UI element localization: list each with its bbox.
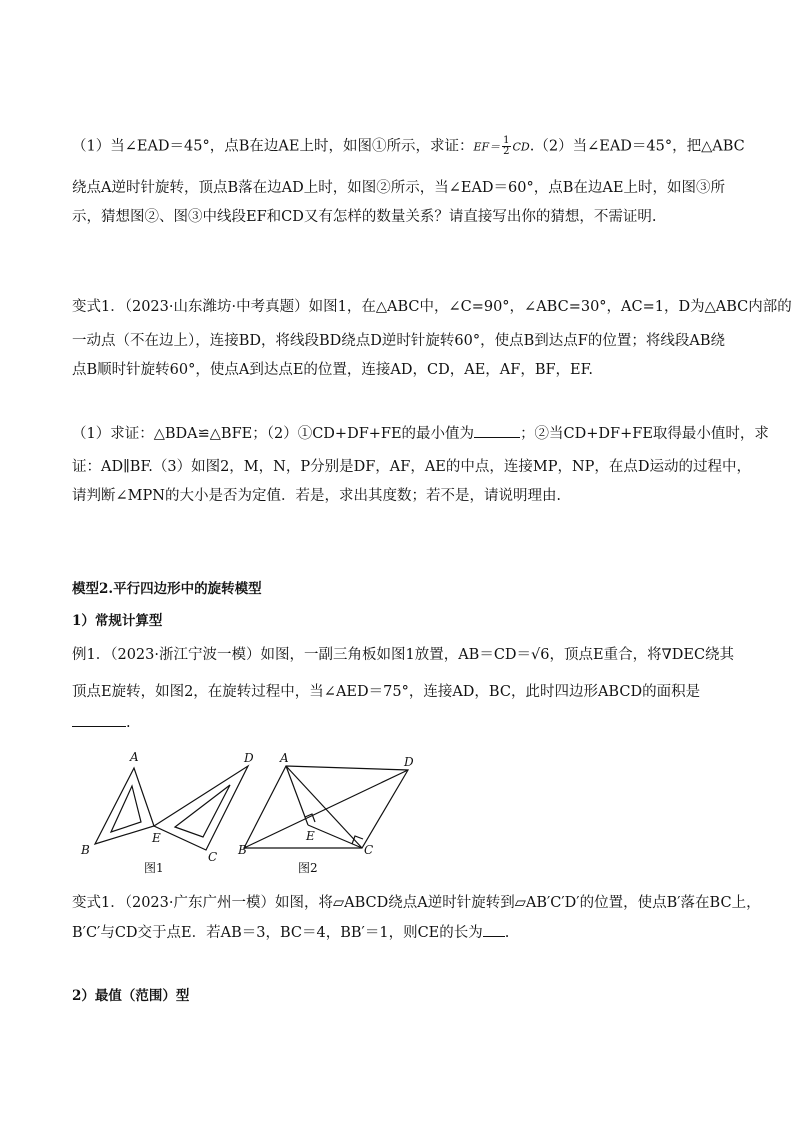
variant1-question-line-2: 证：AD∥BF.（3）如图2，M，N，P分别是DF，AF，AE的中点，连接MP，NP，在点D运动的过程中， bbox=[72, 459, 752, 475]
example1-line-3: . bbox=[72, 712, 732, 733]
answer-blank bbox=[474, 423, 520, 438]
subsection-title: 1）常规计算型 bbox=[72, 613, 163, 629]
subsection-title-2: 2）最值（范围）型 bbox=[72, 988, 190, 1004]
question-text: （1）求证：△BDA≌△BFE；（2）①CD+DF+FE的最小值为 bbox=[72, 426, 475, 442]
ef-label: EF＝ bbox=[473, 140, 501, 154]
variant1-line-3: 点B顺时针旋转60°，使点A到达点E的位置，连接AD，CD，AE，AF，BF，EF. bbox=[72, 362, 594, 378]
fig1-left-triangle bbox=[95, 768, 154, 844]
fig2-caption: 图2 bbox=[298, 861, 318, 875]
answer-blank bbox=[72, 712, 126, 727]
triangle-figures bbox=[72, 748, 452, 878]
fig2-segment-AC bbox=[286, 766, 362, 848]
fig2-label-A: A bbox=[280, 751, 289, 765]
fig1-caption: 图1 bbox=[144, 861, 164, 875]
problem-line-1 bbox=[72, 135, 745, 158]
fig1-right-triangle-hole bbox=[175, 785, 230, 837]
fig2-label-E: E bbox=[306, 829, 315, 843]
variant1-line-1: 变式1．（2023·山东潍坊·中考真题）如图1，在△ABC中，∠C=90°，∠ABC=30°，AC=1，D为△ABC内部的 bbox=[72, 299, 792, 315]
fig1-label-B: B bbox=[81, 843, 90, 857]
example1-line-2: 顶点E旋转，如图2，在旋转过程中，当∠AED＝75°，连接AD，BC，此时四边形ABCD的面积是 bbox=[72, 684, 701, 700]
question-text-cont: ；②当CD+DF+FE取得最小值时，求 bbox=[520, 426, 769, 442]
fig2-label-D: D bbox=[404, 755, 414, 769]
problem-text: （1）当∠EAD＝45°，点B在边AE上时，如图①所示，求证： bbox=[72, 138, 474, 155]
fig2-label-C: C bbox=[364, 843, 374, 857]
variant1-question-line-3: 请判断∠MPN的大小是否为定值．若是，求出其度数；若不是，请说明理由. bbox=[72, 488, 562, 504]
fig2-segment-DB bbox=[244, 770, 408, 848]
cd-label: CD bbox=[512, 140, 530, 154]
problem-line-2: 绕点A逆时针旋转，顶点B落在边AD上时，如图②所示，当∠EAD＝60°，点B在边AE上时，如图③所 bbox=[72, 180, 725, 196]
variant1-question-line-1 bbox=[72, 423, 769, 444]
fig1-left-triangle-hole bbox=[111, 786, 141, 832]
fig1-label-C: C bbox=[208, 850, 218, 864]
fig1-label-D: D bbox=[244, 751, 254, 765]
fig1-label-E: E bbox=[152, 831, 161, 845]
fig2-segment-EC bbox=[308, 825, 362, 848]
answer-blank bbox=[483, 922, 505, 937]
variant2-line-2: B′C′与CD交于点E．若AB＝3，BC＝4，BB′＝1，则CE的长为 . bbox=[72, 922, 732, 943]
fig1-label-A: A bbox=[130, 750, 139, 764]
fig1-right-triangle bbox=[154, 766, 248, 850]
fig2-segment-AE bbox=[286, 766, 308, 825]
problem-text-cont: .（2）当∠EAD＝45°，把△ABC bbox=[529, 138, 745, 155]
variant2-line-1: 变式1．（2023·广东广州一模）如图，将▱ABCD绕点A逆时针旋转到▱AB′C′D′的位置，使点B′落在BC上， bbox=[72, 895, 761, 911]
fig2-label-B: B bbox=[238, 843, 247, 857]
variant1-line-2: 一动点（不在边上），连接BD，将线段BD绕点D逆时针旋转60°，使点B到达点F的位置；将线段AB绕 bbox=[72, 333, 725, 349]
problem-line-3: 示，猜想图②、图③中线段EF和CD又有怎样的数量关系？请直接写出你的猜想，不需证明. bbox=[72, 209, 657, 225]
example1-line-1: 例1．（2023·浙江宁波一模）如图，一副三角板如图1放置，AB＝CD＝√6，顶点E重合，将∇DEC绕其 bbox=[72, 647, 735, 663]
section-title: 模型2.平行四边形中的旋转模型 bbox=[72, 581, 262, 597]
fraction-one-half: $\frac{1}{2}$ bbox=[503, 135, 510, 157]
